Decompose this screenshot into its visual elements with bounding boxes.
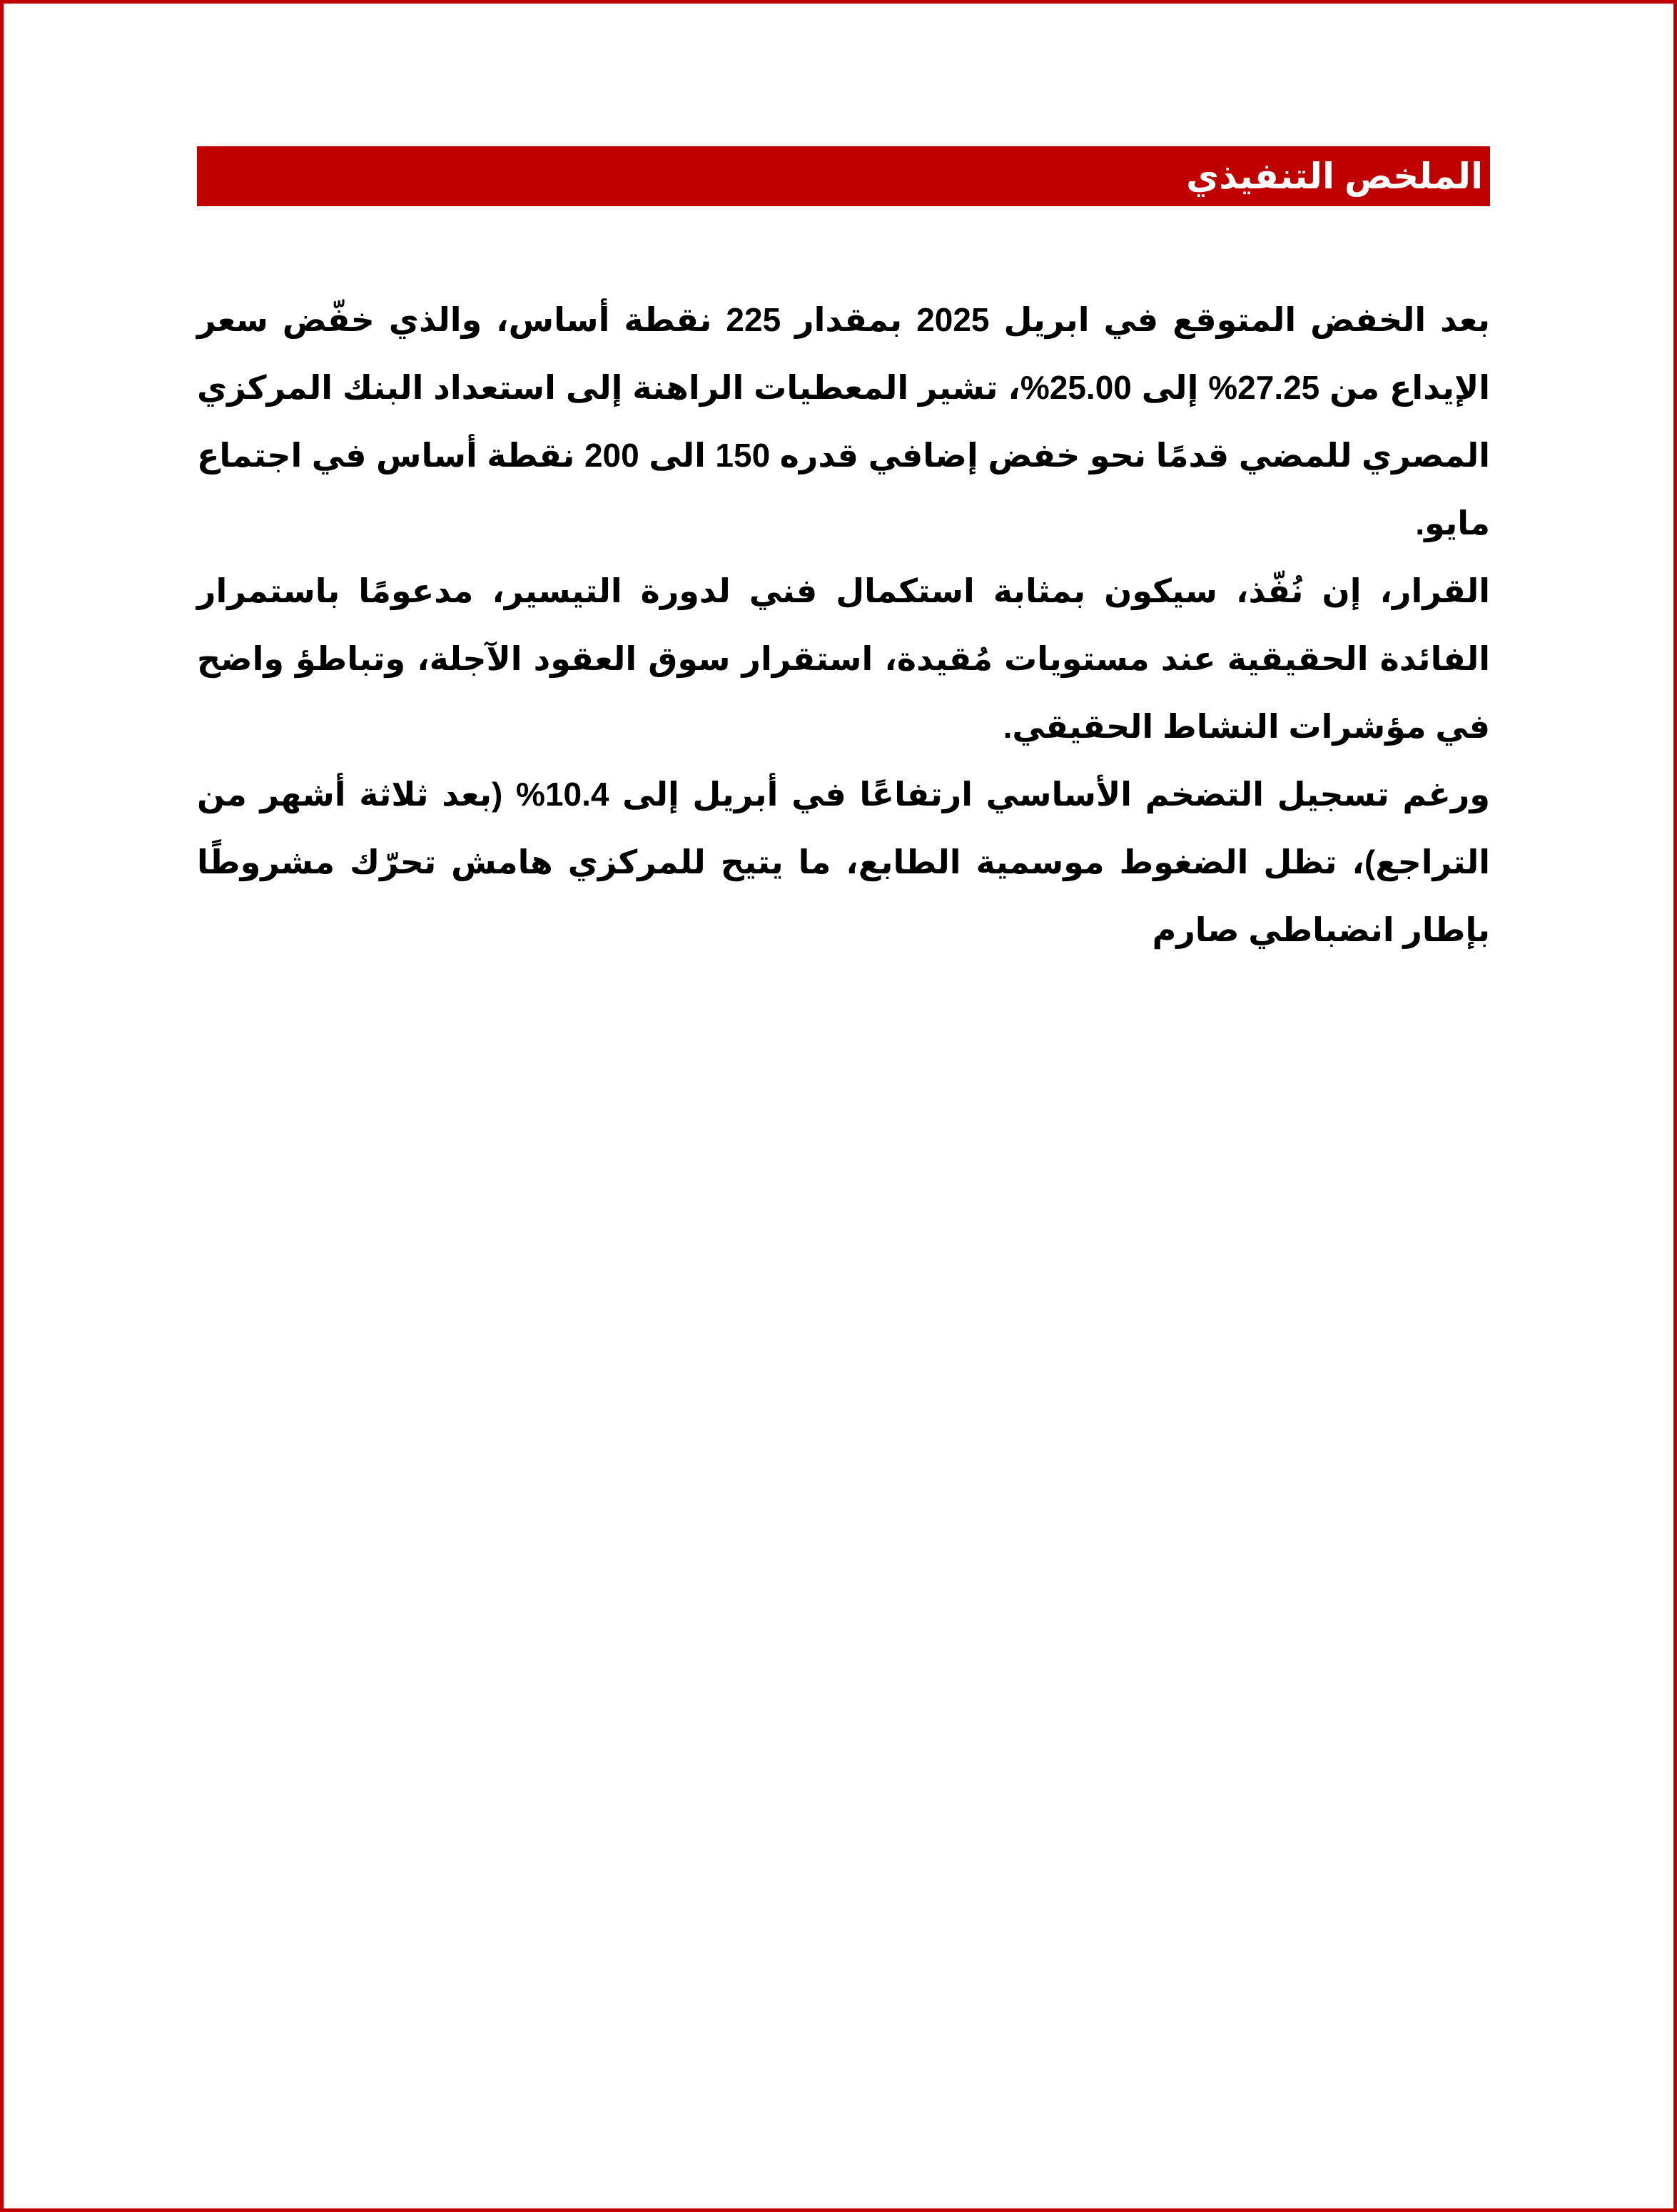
paragraph-2: القرار، إن نُفّذ، سيكون بمثابة استكمال فني لدورة التيسير، مدعومًا باستمرار الفائدة الحقيقية عند مستويات مُقيدة، استقرار سوق العقود الآجلة، وتباطؤ واضح في مؤشرات النشاط الحقيقي. (197, 572, 1490, 745)
section-title: الملخص التنفيذي (1186, 156, 1483, 196)
paragraph-3: ورغم تسجيل التضخم الأساسي ارتفاعًا في أبريل إلى 10.4% (بعد ثلاثة أشهر من التراجع)، تظل الضغوط موسمية الطابع، ما يتيح للمركزي هامش تحرّك مشروطًا بإطار انضباطي صارم (197, 776, 1490, 948)
paragraph-1: بعد الخفض المتوقع في ابريل 2025 بمقدار 225 نقطة أساس، والذي خفّض سعر الإيداع من 27.25% إلى 25.00%، تشير المعطيات الراهنة إلى استعداد البنك المركزي المصري للمضي قدمًا نحو خفض إضافي قدره 150 الى 200 نقطة أساس في اجتماع مايو. (197, 301, 1491, 542)
document-content (197, 146, 1490, 964)
section-title-bar (197, 146, 1490, 206)
